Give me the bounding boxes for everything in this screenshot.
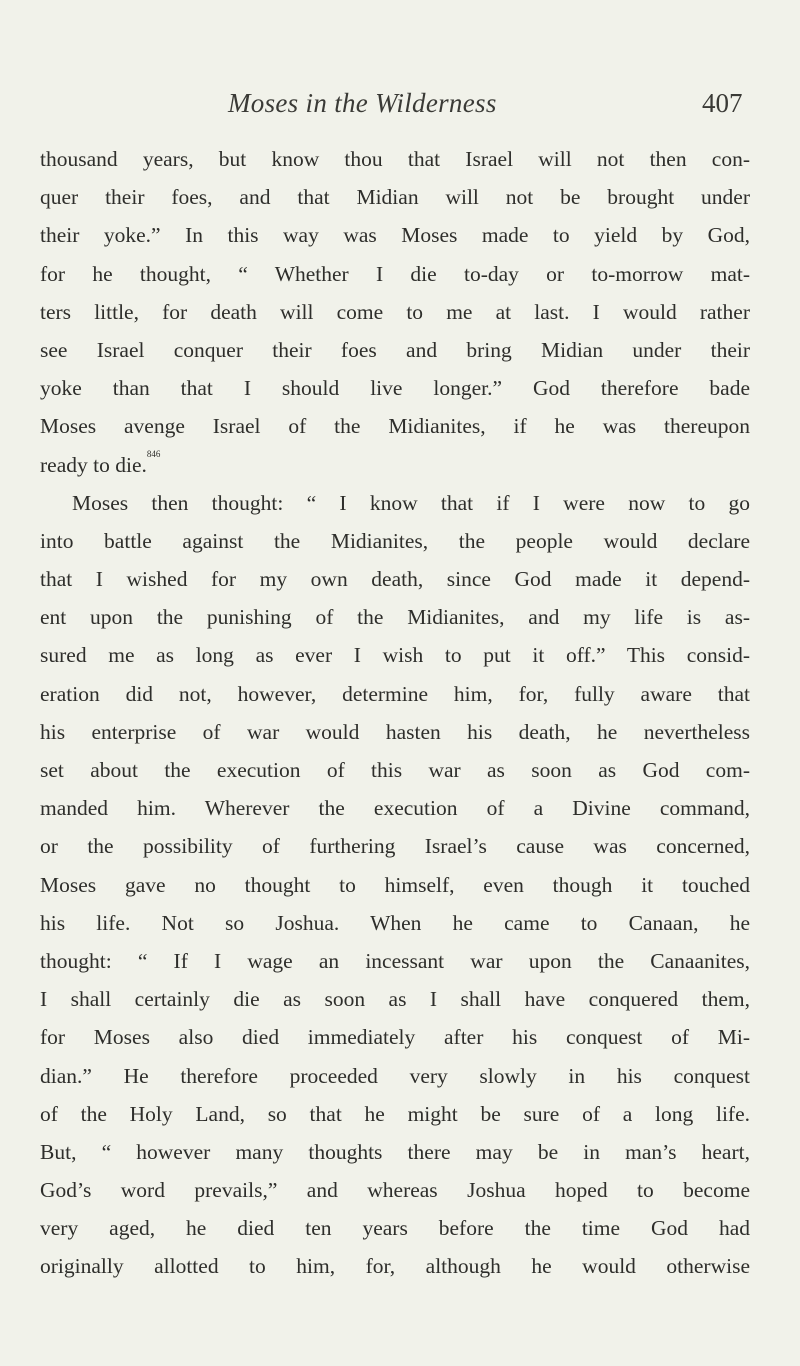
- text-line: of the Holy Land, so that he might be sure of a long life.: [40, 1101, 750, 1126]
- footnote-marker: 846: [146, 448, 161, 459]
- text-line: or the possibility of furthering Israel’s cause was concerned,: [40, 834, 750, 859]
- text-line: ent upon the punishing of the Midianites, and my life is as-: [40, 605, 750, 630]
- text-line: sured me as long as ever I wish to put it off.” This consid-: [40, 643, 750, 668]
- text-line: his enterprise of war would hasten his death, he nevertheless: [40, 719, 750, 744]
- text-line: for Moses also died immediately after his conquest of Mi-: [40, 1025, 750, 1050]
- text-line: Moses then thought: “ I know that if I were now to go: [72, 490, 750, 515]
- text-line: I shall certainly die as soon as I shall have conquered them,: [40, 987, 750, 1012]
- text-line: Moses gave no thought to himself, even though it touched: [40, 872, 750, 897]
- running-head: [0, 88, 800, 128]
- text-line: for he thought, “ Whether I die to-day or to-morrow mat-: [40, 261, 750, 286]
- text-line: that I wished for my own death, since God made it depend-: [40, 567, 750, 592]
- page-number: 407: [702, 88, 743, 118]
- text-line: very aged, he died ten years before the time God had: [40, 1216, 750, 1241]
- text-line: originally allotted to him, for, although he would otherwise: [40, 1254, 750, 1279]
- text-line: [40, 446, 750, 484]
- text-line: dian.” He therefore proceeded very slowly in his conquest: [40, 1063, 750, 1088]
- text-line: into battle against the Midianites, the people would declare: [40, 528, 750, 553]
- text-line: see Israel conquer their foes and bring Midian under their: [40, 337, 750, 362]
- text-line: his life. Not so Joshua. When he came to Canaan, he: [40, 910, 750, 935]
- text-line-content: ready to die.: [40, 452, 147, 477]
- text-line: God’s word prevails,” and whereas Joshua hoped to become: [40, 1178, 750, 1203]
- text-line: eration did not, however, determine him, for, fully aware that: [40, 681, 750, 706]
- body-text: [40, 140, 750, 1286]
- text-line: set about the execution of this war as soon as God com-: [40, 758, 750, 782]
- text-line: thought: “ If I wage an incessant war upon the Canaanites,: [40, 948, 750, 973]
- text-line: Moses avenge Israel of the Midianites, if he was thereupon: [40, 414, 750, 439]
- text-line: ters little, for death will come to me at last. I would rather: [40, 299, 750, 324]
- text-line: But, “ however many thoughts there may be in man’s heart,: [40, 1139, 750, 1164]
- text-line: quer their foes, and that Midian will not be brought under: [40, 185, 750, 210]
- text-line: yoke than that I should live longer.” God therefore bade: [40, 376, 750, 401]
- text-line: manded him. Wherever the execution of a Divine command,: [40, 796, 750, 821]
- text-line: their yoke.” In this way was Moses made to yield by God,: [40, 223, 750, 248]
- text-line: thousand years, but know thou that Israel will not then con-: [40, 147, 750, 171]
- running-title: Moses in the Wilderness: [228, 88, 497, 118]
